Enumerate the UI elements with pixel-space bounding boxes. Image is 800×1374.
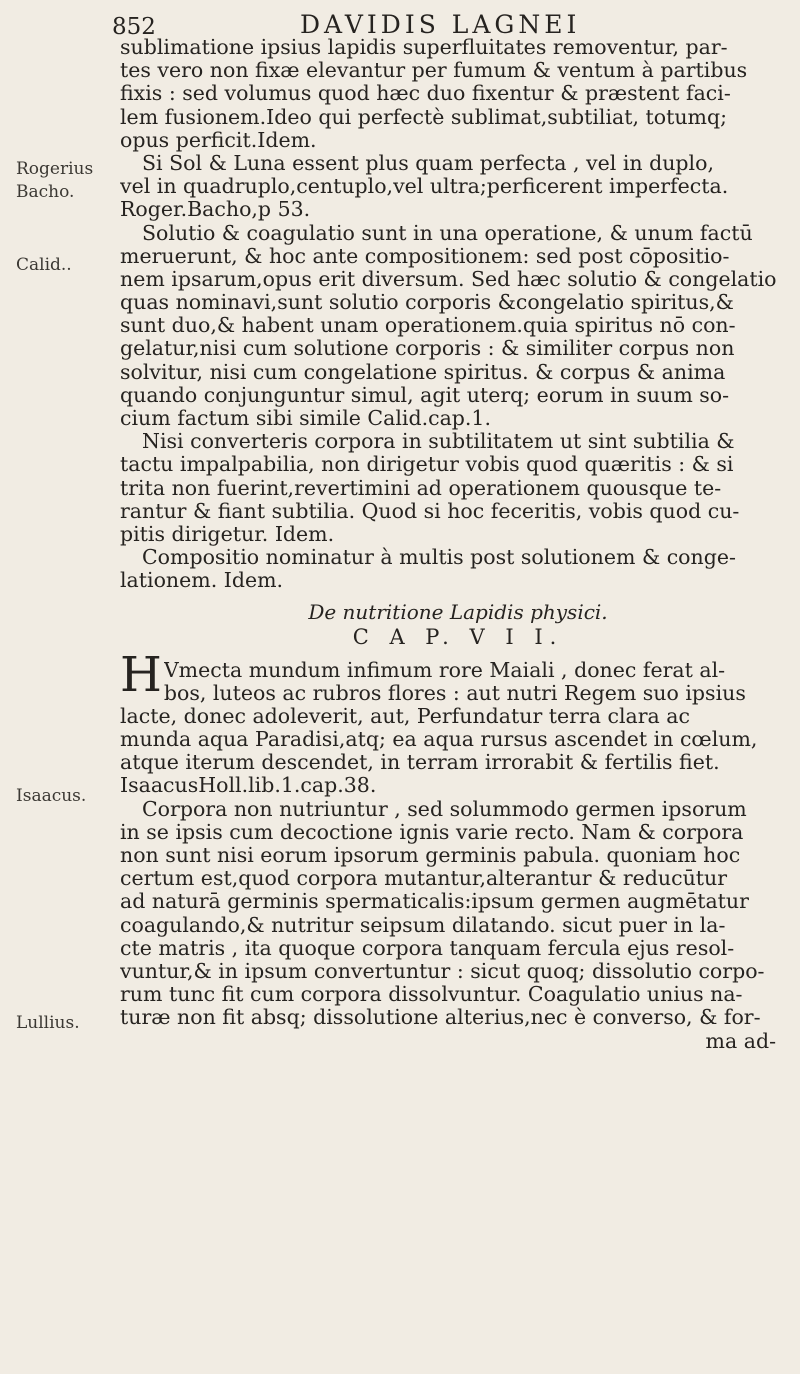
paragraph-sol-luna <box>120 152 796 222</box>
text-line: gelatur,nisi cum solutione corporis : & similiter corpus non <box>120 337 735 361</box>
text-line: rum tunc fit cum corpora dissolvuntur. Coagulatio unius na- <box>120 983 743 1007</box>
paragraph-compositio <box>120 546 796 592</box>
margin-note-line: Calid.. <box>16 255 72 275</box>
margin-note-calid <box>16 254 72 277</box>
text-line: quas nominavi,sunt solutio corporis &congelatio spiritus,& <box>120 291 734 315</box>
paragraph-corpora <box>120 798 796 1030</box>
text-line: coagulando,& nutritur seipsum dilatando. sicut puer in la- <box>120 913 726 937</box>
margin-note-line: Bacho. <box>16 182 75 202</box>
text-line: meruerunt, & hoc ante compositionem: sed post cōpositio- <box>120 244 730 268</box>
text-line: Solutio & coagulatio sunt in una operatione, & unum factū <box>142 221 753 245</box>
chapter-heading: C A P. V I I. <box>352 624 564 649</box>
margin-note-isaacus <box>16 785 86 808</box>
margin-note-lullius <box>16 1012 80 1035</box>
text-line: rantur & fiant subtilia. Quod si hoc feceritis, vobis quod cu- <box>120 499 740 523</box>
text-line: opus perficit.Idem. <box>120 128 317 152</box>
main-text <box>120 36 796 1053</box>
margin-note-rogerius <box>16 158 93 204</box>
text-line: cium factum sibi simile Calid.cap.1. <box>120 407 491 430</box>
paragraph-nisi-converteris <box>120 430 796 546</box>
margin-note-line: Rogerius <box>16 159 94 179</box>
text-line: Compositio nominatur à multis post solutionem & conge- <box>142 546 736 570</box>
text-line: Nisi converteris corpora in subtilitatem ut sint subtilia & <box>142 430 735 454</box>
text-line: sunt duo,& habent unam operationem.quia spiritus nō con- <box>120 314 736 338</box>
text-line: lacte, donec adoleverit, aut, Perfundatur terra clara ac <box>120 704 690 728</box>
text-line: Roger.Bacho,p 53. <box>120 198 311 222</box>
paragraph-solutio <box>120 222 796 431</box>
text-line: IsaacusHoll.lib.1.cap.38. <box>120 774 377 798</box>
text-line: tes vero non fixæ elevantur per fumum & ventum à partibus <box>120 59 748 83</box>
text-line: pitis dirigetur. Idem. <box>120 522 335 546</box>
text-line: lem fusionem.Ideo qui perfectè sublimat,subtiliat, totumq; <box>120 105 728 129</box>
text-line: Corpora non nutriuntur , sed solummodo germen ipsorum <box>142 797 747 821</box>
drop-cap-initial: H <box>120 646 162 703</box>
section-title: De nutritione Lapidis physici. <box>308 599 608 624</box>
margin-note-line: Isaacus. <box>16 786 87 806</box>
text-line: non sunt nisi eorum ipsorum germinis pabula. quoniam hoc <box>120 844 741 867</box>
text-line: in se ipsis cum decoctione ignis varie recto. Nam & corpora <box>120 820 744 844</box>
text-line: trita non fuerint,revertimini ad operationem quousque te- <box>120 476 722 500</box>
margin-note-line: Lullius. <box>16 1013 80 1033</box>
text-line: lationem. Idem. <box>120 569 284 593</box>
text-line: nem ipsarum,opus erit diversum. Sed hæc solutio & congelatio <box>120 267 777 291</box>
text-line: atque iterum descendet, in terram irrorabit & fertilis fiet. <box>120 751 720 775</box>
text-line: certum est,quod corpora mutantur,alterantur & reducūtur <box>120 867 728 891</box>
text-line: Vmecta mundum infimum rore Maiali , donec ferat al- <box>163 658 726 682</box>
running-title: DAVIDIS LAGNEI <box>300 10 581 39</box>
text-line: ad naturā germinis spermaticalis:ipsum germen augmētatur <box>120 890 749 914</box>
text-line: quando conjunguntur simul, agit uterq; eorum in suum so- <box>120 383 730 407</box>
text-line: bos, luteos ac rubros flores : aut nutri Regem suo ipsius <box>163 681 746 705</box>
text-line: cte matris , ita quoque corpora tanquam fercula ejus resol- <box>120 936 735 960</box>
catchword: ma ad- <box>705 1029 776 1053</box>
paragraph-humecta <box>120 646 796 798</box>
text-line: tactu impalpabilia, non dirigetur vobis quod quæritis : & si <box>120 453 734 477</box>
text-line: vel in quadruplo,centuplo,vel ultra;perficerent imperfecta. <box>120 175 729 199</box>
paragraph-sublimation <box>120 36 796 152</box>
text-line: Si Sol & Luna essent plus quam perfecta , vel in duplo, <box>142 151 714 175</box>
text-line: solvitur, nisi cum congelatione spiritus. & corpus & anima <box>120 360 726 384</box>
page-number: 852 <box>112 14 156 40</box>
text-line: turæ non fit absq; dissolutione alterius,nec è converso, & for- <box>120 1006 761 1030</box>
text-line: sublimatione ipsius lapidis superfluitates removentur, par- <box>120 36 728 59</box>
text-line: fixis : sed volumus quod hæc duo fixentur & præstent faci- <box>120 82 731 106</box>
text-line: munda aqua Paradisi,atq; ea aqua rursus ascendet in cœlum, <box>120 728 758 752</box>
text-line: vuntur,& in ipsum convertuntur : sicut quoq; dissolutio corpo- <box>120 959 765 983</box>
